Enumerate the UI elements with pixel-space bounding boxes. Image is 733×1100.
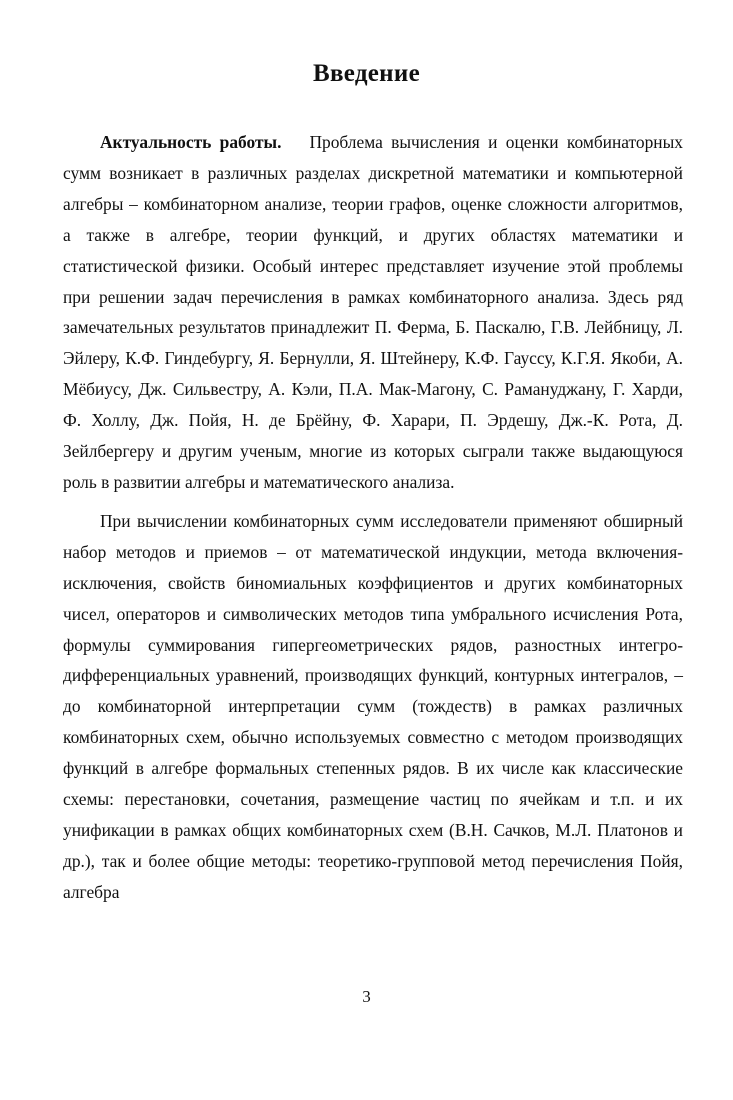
paragraph-relevance	[63, 127, 683, 498]
body-text	[63, 127, 683, 916]
paragraph-methods	[63, 506, 683, 908]
paragraph-lead-heading: Актуальность работы.	[100, 132, 282, 152]
page-title: Введение	[313, 60, 420, 87]
page-number: 3	[362, 987, 371, 1006]
paragraph-text: Проблема вычисления и оценки комбинаторных сумм возникает в различных разделах дискретной математики и компьютерной алгебры – комбинаторном анализе, теории графов, оценке сложности алгоритмов, а также в алгебре, теории функций, и других областях математики и статистической физики. Особый интерес представляет изучение этой проблемы при решении задач перечисления в рамках комбинаторного анализа. Здесь ряд замечательных результатов принадлежит П. Ферма, Б. Паскалю, Г.В. Лейбницу, Л. Эйлеру, К.Ф. Гиндебургу, Я. Бернулли, Я. Штейнеру, К.Ф. Гауссу, К.Г.Я. Якоби, А. Мёбиусу, Дж. Сильвестру, А. Кэли, П.А. Мак-Магону, С. Рамануджану, Г. Харди, Ф. Холлу, Дж. Пойя, Н. де Брёйну, Ф. Харари, П. Эрдешу, Дж.-К. Рота, Д. Зейлбергеру и другим ученым, многие из которых сыграли также выдающуюся роль в развитии алгебры и математического анализа.	[63, 132, 683, 492]
paragraph-text: При вычислении комбинаторных сумм исследователи применяют обширный набор методов и приемов – от математической индукции, метода включения-исключения, свойств биномиальных коэффициентов и других комбинаторных чисел, операторов и символических методов типа умбрального исчисления Рота, формулы суммирования гипергеометрических рядов, разностных интегро-дифференциальных уравнений, производящих функций, контурных интегралов, – до комбинаторной интерпретации сумм (тождеств) в рамках различных комбинаторных схем, обычно используемых совместно с методом производящих функций в алгебре формальных степенных рядов. В их числе как классические схемы: перестановки, сочетания, размещение частиц по ячейкам и т.п. и их унификации в рамках общих комбинаторных схем (В.Н. Сачков, М.Л. Платонов и др.), так и более общие методы: теоретико-групповой метод перечисления Пойя, алгебра	[63, 510, 683, 902]
